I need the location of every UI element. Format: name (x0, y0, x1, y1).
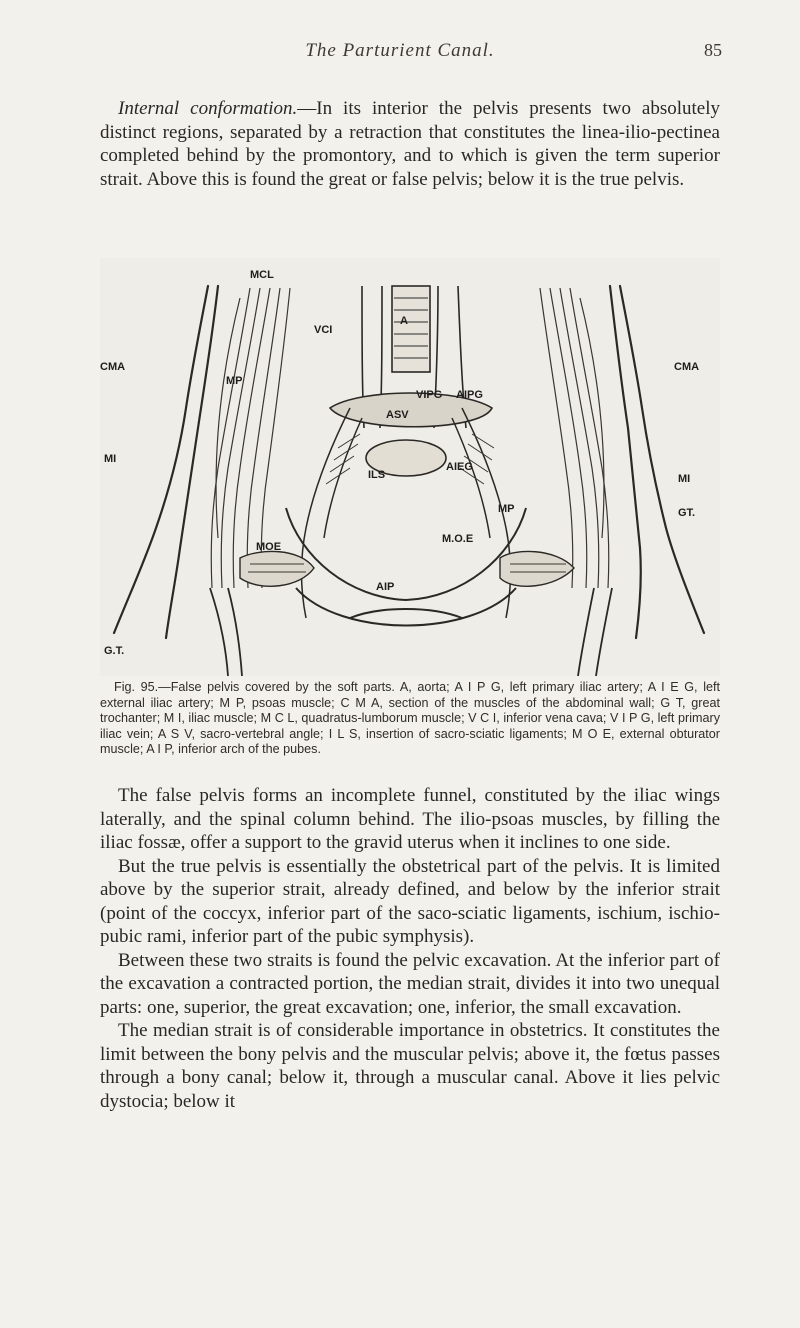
label-vci: VCI (314, 324, 333, 336)
label-ils: ILS (368, 469, 386, 481)
label-aorta: A (400, 315, 408, 327)
intro-paragraph (100, 97, 720, 191)
label-mi-left: MI (104, 453, 117, 465)
label-cma-left: CMA (100, 361, 126, 373)
label-aip: AIP (376, 581, 395, 593)
pelvis-engraving (100, 258, 720, 676)
body-paragraph: Between these two straits is found the pelvic excavation. At the inferior part of the excavation a contracted portion, the median strait, divides it into two unequal parts: one, superior, the great excavation; one, inferior, the small excavation. (100, 949, 720, 1018)
body-paragraph: The false pelvis forms an incomplete funnel, constituted by the iliac wings laterally, and the spinal column behind. The ilio-psoas muscles, by filling the iliac fossæ, offer a support to the gravid uterus when it inclines to one side. (100, 785, 720, 853)
label-mcl: MCL (250, 269, 274, 281)
label-gt-left: G.T. (104, 645, 125, 657)
figure-caption: Fig. 95.—False pelvis covered by the soft parts. A, aorta; A I P G, left primary iliac artery; A I E G, left external iliac artery; M P, psoas muscle; C M A, section of the muscles of the abdominal wall; G T, great trochanter; M I, iliac muscle; M C L, quadratus-lumborum muscle; V C I, inferior vena cava; V I P G, left primary iliac vein; A S V, sacro-vertebral angle; I L S, insertion of sacro-sciatic ligaments; M O E, external obturator muscle; A I P, inferior arch of the pubes. (100, 680, 720, 756)
label-cma-right: CMA (674, 361, 700, 373)
label-aieg: AIEG (446, 461, 473, 473)
running-head (0, 40, 800, 70)
label-moe-left: MOE (256, 541, 282, 553)
label-mi-right: MI (678, 473, 691, 485)
running-title: The Parturient Canal. (305, 40, 495, 61)
label-moe-right: M.O.E (442, 533, 474, 545)
label-aipg: AIPG (456, 389, 483, 401)
label-vipg: VIPG (416, 389, 443, 401)
intro-text: —In its interior the pelvis presents two absolutely distinct regions, separated by a retraction that constitutes the linea-ilio-pectinea completed behind by the promontory, and to which is given the term superior strait. Above this is found the great or false pelvis; below it is the true pelvis. (100, 98, 721, 190)
body-paragraph: But the true pelvis is essentially the obstetrical part of the pelvis. It is limited above by the superior strait, already defined, and below by the inferior strait (point of the coccyx, inferior part of the saco-sciatic ligaments, ischium, ischio-pubic rami, inferior part of the pubic symphysis). (100, 855, 720, 947)
label-gt-right: GT. (678, 507, 696, 519)
intro-lead-in: Internal conformation. (118, 98, 298, 119)
page-number: 85 (704, 40, 722, 60)
body-paragraph: The median strait is of considerable importance in obstetrics. It constitutes the limit between the bony pelvis and the muscular pelvis; above it, the fœtus passes through a bony canal; below it, through a muscular canal. Above it lies pelvic dystocia; below it (100, 1020, 720, 1112)
label-mp-right: MP (498, 503, 515, 515)
body-text (100, 784, 720, 1113)
label-mp-left: MP (226, 375, 243, 387)
label-asv: ASV (386, 409, 409, 421)
pelvis-illustration (100, 258, 720, 676)
